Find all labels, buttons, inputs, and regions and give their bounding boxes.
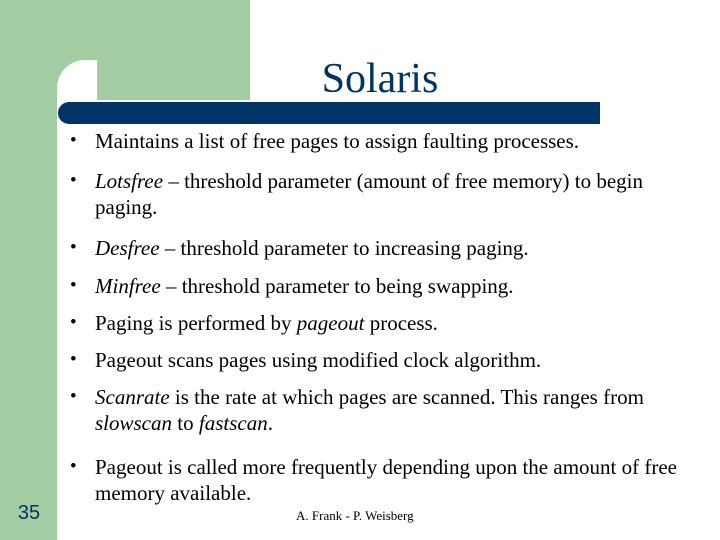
- bullet-icon: •: [70, 312, 77, 333]
- bullet-icon: •: [70, 170, 77, 191]
- slide-number: 35: [17, 502, 41, 524]
- bullet-icon: •: [70, 275, 77, 296]
- bullet-icon: •: [70, 349, 77, 370]
- bullet-item: • Scanrate is the rate at which pages are scanned. This ranges from slowscan to fastscan.: [70, 385, 644, 435]
- bullet-icon: •: [70, 237, 77, 258]
- footer-author: A. Frank - P. Weisberg: [296, 508, 414, 523]
- top-green-block: [0, 0, 250, 100]
- title-rule: [58, 102, 600, 124]
- bullet-item: • Pageout scans pages using modified clock algorithm.: [70, 348, 542, 372]
- slide-title: Solaris: [321, 56, 439, 102]
- bullet-icon: •: [70, 130, 77, 151]
- bullet-icon: •: [70, 386, 77, 407]
- bullet-item: • Pageout is called more frequently depending upon the amount of free memory available.: [70, 455, 677, 505]
- bullet-item: • Maintains a list of free pages to assign faulting processes.: [70, 129, 580, 153]
- bullet-item: • Minfree – threshold parameter to being swapping.: [70, 274, 514, 298]
- bullet-item: • Paging is performed by pageout process.: [70, 311, 438, 335]
- bullet-icon: •: [70, 456, 77, 477]
- bullet-item: • Lotsfree – threshold parameter (amount of free memory) to begin paging.: [70, 169, 643, 219]
- bullet-item: • Desfree – threshold parameter to increasing paging.: [70, 236, 529, 260]
